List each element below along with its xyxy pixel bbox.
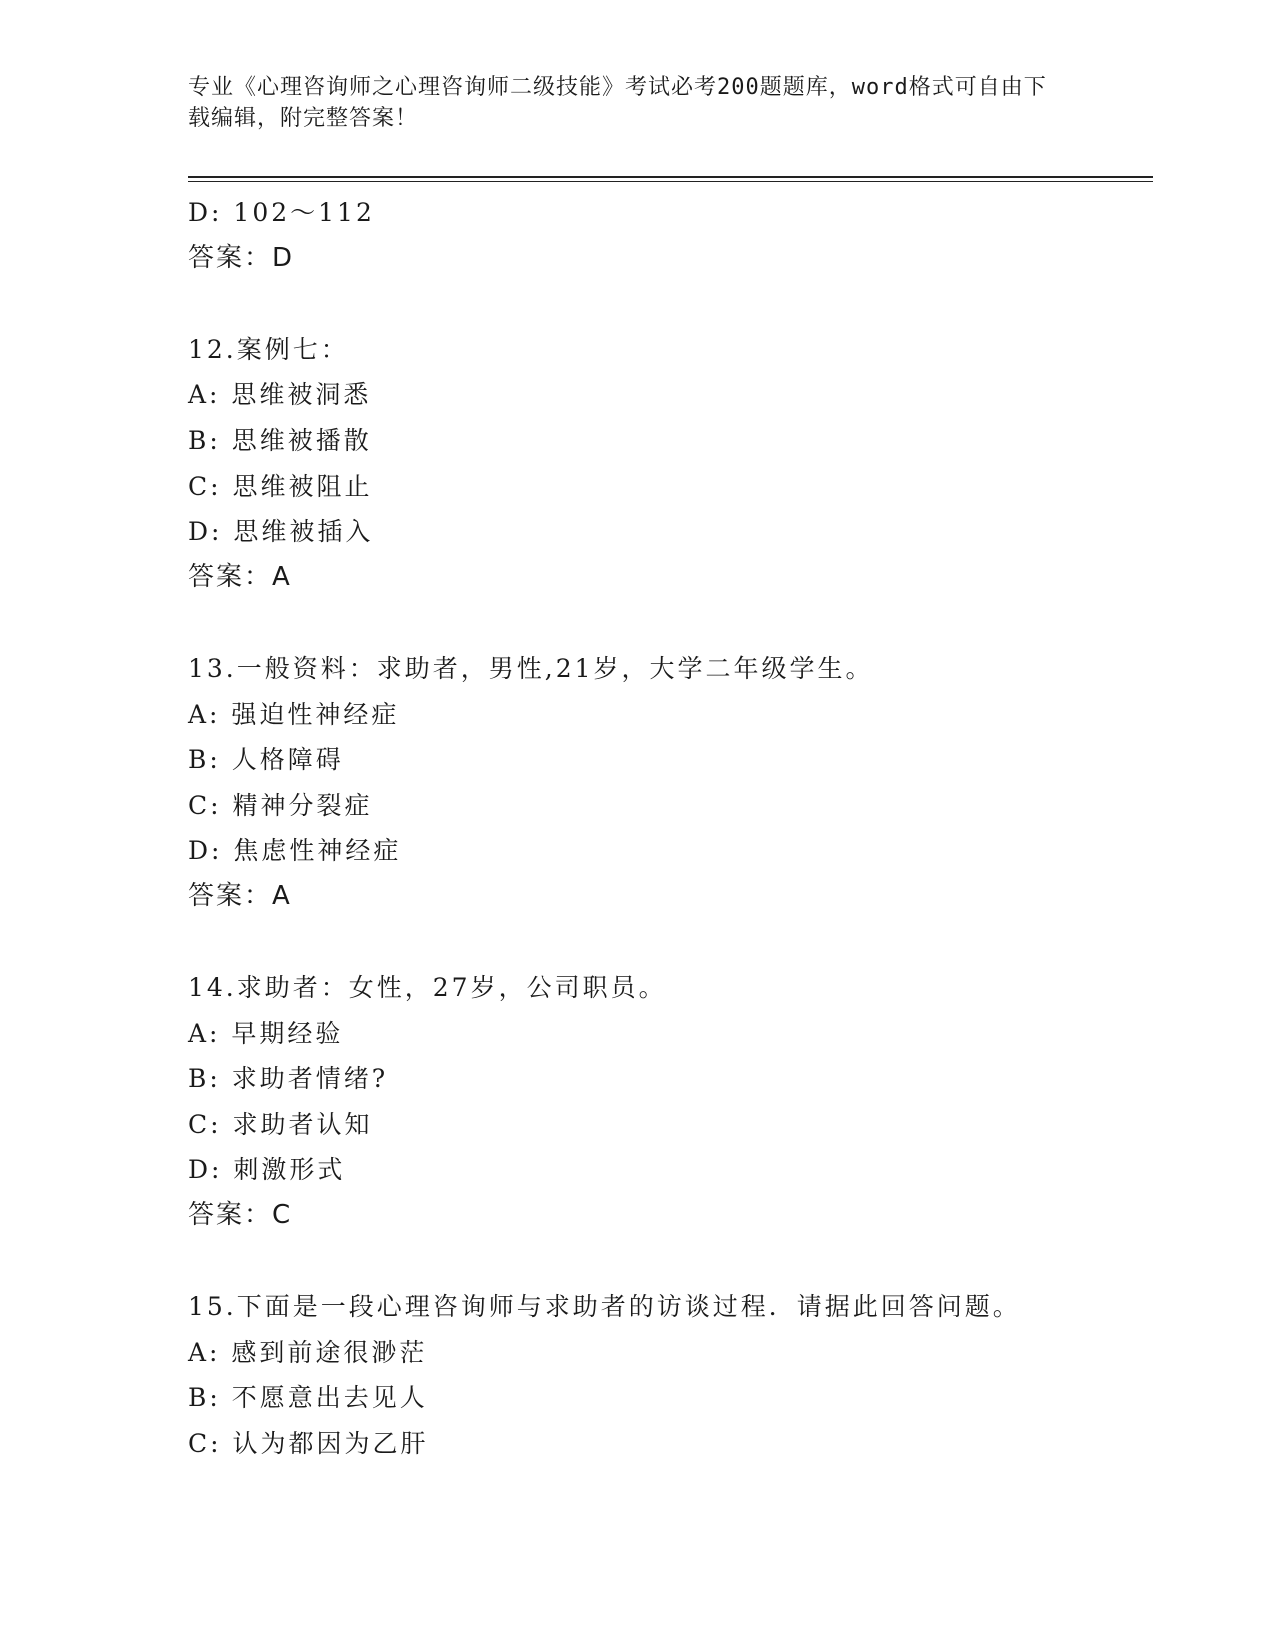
option-line: A: 思维被洞悉 (188, 380, 372, 410)
blank-line (188, 920, 1148, 966)
document-header: 专业《心理咨询师之心理咨询师二级技能》考试必考200题题库，word格式可自由下载编辑，附完整答案！ (188, 75, 1047, 131)
option-line: A: 强迫性神经症 (188, 699, 400, 729)
answer-line: 答案：C (188, 1200, 293, 1231)
question-stem: 13.一般资料：求助者，男性,21岁，大学二年级学生。 (188, 653, 874, 683)
answer-line: 答案：A (188, 561, 292, 592)
option-line: A: 感到前途很渺茫 (188, 1337, 428, 1367)
question-list (188, 190, 1148, 1467)
option-line: B: 思维被播散 (188, 425, 372, 455)
blank-line (188, 1239, 1148, 1285)
option-line: D: 102～112 (188, 198, 375, 227)
answer-line: 答案：A (188, 880, 292, 911)
question-stem: 12.案例七： (188, 334, 349, 364)
option-line: D: 焦虑性神经症 (188, 836, 402, 866)
option-line: C: 求助者认知 (188, 1109, 373, 1139)
option-line: D: 刺激形式 (188, 1155, 346, 1185)
option-line: D: 思维被插入 (188, 517, 374, 547)
question-stem: 15.下面是一段心理咨询师与求助者的访谈过程．请据此回答问题。 (188, 1292, 1021, 1322)
option-line: C: 精神分裂症 (188, 790, 373, 820)
option-line: B: 不愿意出去见人 (188, 1383, 428, 1413)
option-line: B: 人格障碍 (188, 745, 344, 775)
question-stem: 14.求助者：女性，27岁，公司职员。 (188, 973, 667, 1003)
answer-line: 答案：D (188, 242, 295, 273)
option-line: C: 思维被阻止 (188, 471, 373, 501)
header-rule-top (188, 176, 1153, 178)
option-line: A: 早期经验 (188, 1018, 344, 1048)
option-line: B: 求助者情绪? (188, 1064, 389, 1094)
option-line: C: 认为都因为乙肝 (188, 1429, 429, 1459)
blank-line (188, 281, 1148, 327)
header-rule-bottom (188, 181, 1153, 182)
blank-line (188, 600, 1148, 646)
